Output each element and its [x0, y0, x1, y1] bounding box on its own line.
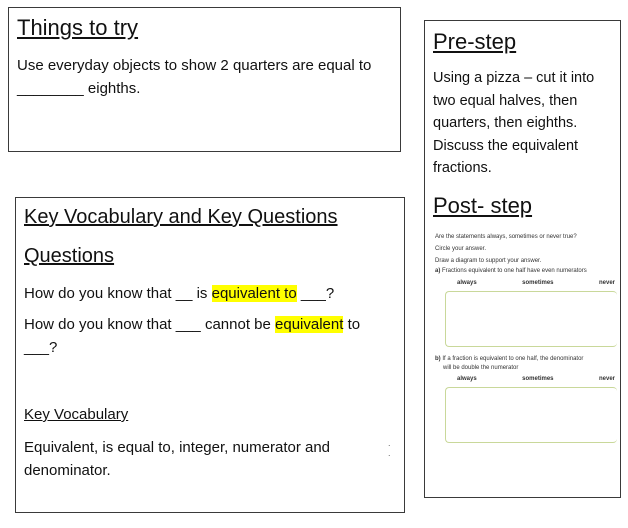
col-never-a: never — [598, 280, 615, 286]
key-vocabulary-title: Key Vocabulary and Key Questions — [24, 206, 338, 228]
col-sometimes-b: sometimes — [522, 376, 554, 382]
pre-step-title: Pre-step — [433, 29, 517, 54]
worksheet-item-a — [435, 267, 587, 276]
post-step-title: Post- step — [433, 193, 533, 218]
question-2-highlight: equivalent — [275, 316, 344, 333]
questions-heading: Questions — [24, 245, 115, 267]
worksheet-item-a-text: Fractions equivalent to one half have even numerators — [442, 268, 587, 274]
question-2-end: to ___? — [24, 316, 361, 356]
stray-marks: . . — [388, 438, 394, 458]
question-2 — [24, 313, 394, 359]
worksheet-item-b-text: If a fraction is equivalent to one half, the denominator — [442, 356, 584, 362]
question-2-start: How do you know that ___ cannot be — [24, 316, 276, 333]
col-always-b: always — [457, 376, 477, 382]
question-1-highlight: equivalent to — [211, 285, 297, 302]
worksheet-item-b-label: b) — [435, 356, 441, 362]
question-1-end: ___? — [296, 285, 335, 302]
worksheet-columns-a — [457, 279, 615, 288]
things-to-try-text: Use everyday objects to show 2 quarters are equal to ________ eighths. — [17, 57, 372, 97]
col-sometimes-a: sometimes — [522, 280, 554, 286]
worksheet-thumbnail — [433, 233, 619, 463]
worksheet-columns-b — [457, 375, 615, 384]
worksheet-item-b-text-2: will be double the numerator — [443, 365, 519, 371]
worksheet-line-3: Draw a diagram to support your answer. — [435, 258, 542, 264]
worksheet-item-a-label: a) — [435, 268, 441, 274]
things-to-try-panel — [8, 7, 401, 152]
vocabulary-list: Equivalent, is equal to, integer, numerator and denominator. — [24, 439, 331, 479]
pre-step-text: Using a pizza – cut it into two equal halves, then quarters, then eighths. Discuss the equivalent fractions. — [433, 70, 595, 176]
worksheet-line-2: Circle your answer. — [435, 246, 487, 252]
worksheet-answer-box-a — [445, 291, 617, 347]
vocabulary-heading: Key Vocabulary — [24, 406, 129, 423]
worksheet-answer-box-b — [445, 387, 617, 443]
things-to-try-title: Things to try — [17, 15, 139, 40]
worksheet-item-b — [435, 355, 583, 364]
question-1 — [24, 282, 394, 305]
col-never-b: never — [598, 376, 615, 382]
question-1-start: How do you know that __ is — [24, 285, 212, 302]
pre-post-step-panel — [424, 20, 621, 498]
key-vocabulary-panel — [15, 197, 405, 513]
worksheet-line-1: Are the statements always, sometimes or never true? — [435, 234, 577, 240]
col-always-a: always — [457, 280, 477, 286]
